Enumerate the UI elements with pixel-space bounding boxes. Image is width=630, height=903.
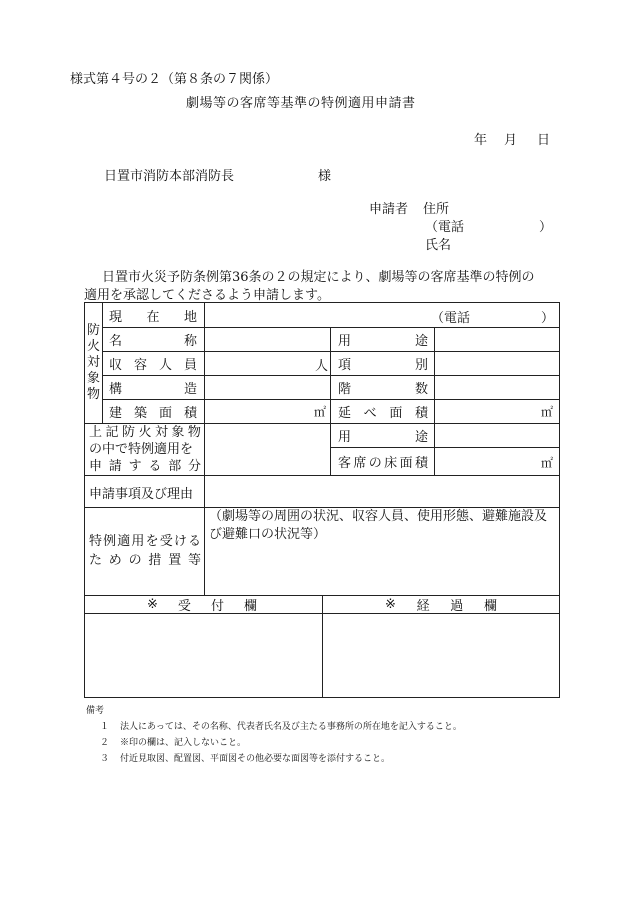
usage-input[interactable] xyxy=(436,328,556,350)
capacity-label: 収 容 人 員 xyxy=(109,357,197,373)
request-reason-input[interactable] xyxy=(206,476,556,506)
name-label: 名 称 xyxy=(109,333,197,349)
reception-header: ※ 受 付 欄 xyxy=(147,597,257,614)
body-text-line1: 日置市火災予防条例第36条の２の規定により、劇場等の客席基準の特例の xyxy=(102,270,535,285)
structure-input[interactable] xyxy=(206,376,328,398)
measures-note: （劇場等の周囲の状況、収容人員、使用形態、避難施設及び避難口の状況等） xyxy=(209,509,548,542)
remarks-item-number: ２ xyxy=(100,738,110,748)
progress-area xyxy=(325,615,557,695)
date-day-label: 日 xyxy=(537,133,551,148)
special-part-input[interactable] xyxy=(206,424,328,474)
structure-label: 構 造 xyxy=(109,381,197,397)
total-floor-area-input[interactable] xyxy=(436,400,540,422)
building-area-label: 建 築 面 積 xyxy=(109,405,197,421)
location-input[interactable] xyxy=(206,304,426,326)
special-usage-input[interactable] xyxy=(436,424,556,446)
addressee-name: 日置市消防本部消防長 xyxy=(104,169,235,184)
total-floor-area-unit: ㎡ xyxy=(541,405,554,419)
measures-label: 特 例 適 用 を 受 け る た め の 措 置 等 xyxy=(89,534,201,568)
building-area-unit: ㎡ xyxy=(314,405,327,419)
building-area-input[interactable] xyxy=(206,400,314,422)
name-input[interactable] xyxy=(206,328,328,350)
table-rule xyxy=(434,327,435,475)
addressee-honorific: 様 xyxy=(318,169,332,184)
usage-label: 用 途 xyxy=(338,333,428,349)
category-input[interactable] xyxy=(436,352,556,374)
capacity-unit: 人 xyxy=(315,359,329,374)
remarks-item-text: 付近見取図、配置図、平面図その他必要な面図等を添付すること。 xyxy=(120,754,391,764)
measures-input[interactable] xyxy=(206,548,556,594)
table-rule xyxy=(204,303,205,595)
table-rule xyxy=(330,327,331,475)
seat-floor-area-unit: ㎡ xyxy=(541,456,554,470)
date-year-label: 年 xyxy=(474,133,488,148)
floors-label: 階 数 xyxy=(338,381,428,397)
request-reason-label: 申請事項及び理由 xyxy=(89,487,194,502)
fire-prevention-object-group-label: 防 火 対 象 物 xyxy=(86,323,100,402)
location-phone-close: ） xyxy=(541,311,555,326)
date-line xyxy=(474,129,550,148)
remarks-title: 備考 xyxy=(86,706,105,716)
applicant-phone-label: （電話 xyxy=(425,220,465,235)
applicant-phone-close: ） xyxy=(539,220,553,235)
remarks-item-text: 法人にあっては、その名称、代表者氏名及び主たる事務所の所在地を記入すること。 xyxy=(120,722,462,732)
remarks-item-number: １ xyxy=(100,722,110,732)
form-title: 劇場等の客席等基準の特例適用申請書 xyxy=(186,96,416,111)
application-table xyxy=(84,302,560,698)
special-part-label: 上 記 防 火 対 象 物 の中で特例適用を 申 請 す る 部 分 xyxy=(89,425,201,474)
remarks-item-number: ３ xyxy=(100,754,110,764)
applicant-address-label: 住所 xyxy=(423,202,450,217)
capacity-input[interactable] xyxy=(206,352,316,374)
location-label: 現 在 地 xyxy=(109,309,197,325)
reception-area xyxy=(87,615,320,695)
table-rule xyxy=(102,303,103,423)
seat-floor-area-label: 客 席 の 床 面 積 xyxy=(338,456,428,471)
table-rule xyxy=(322,595,323,697)
progress-header: ※ 経 過 欄 xyxy=(385,597,497,614)
applicant-label: 申請者 xyxy=(369,202,409,217)
location-phone-label: （電話 xyxy=(431,311,471,326)
total-floor-area-label: 延 べ 面 積 xyxy=(338,405,428,421)
applicant-name-label: 氏名 xyxy=(425,238,452,253)
category-label: 項 別 xyxy=(338,357,428,373)
date-month-label: 月 xyxy=(504,133,518,148)
remarks-item-text: ※印の欄は、記入しないこと。 xyxy=(120,738,247,748)
seat-floor-area-input[interactable] xyxy=(436,449,540,474)
body-text-line2: 適用を承認してくださるよう申請します。 xyxy=(84,288,330,303)
form-number: 様式第４号の２（第８条の７関係） xyxy=(70,72,279,87)
special-usage-label: 用 途 xyxy=(338,429,428,445)
floors-input[interactable] xyxy=(436,376,556,398)
